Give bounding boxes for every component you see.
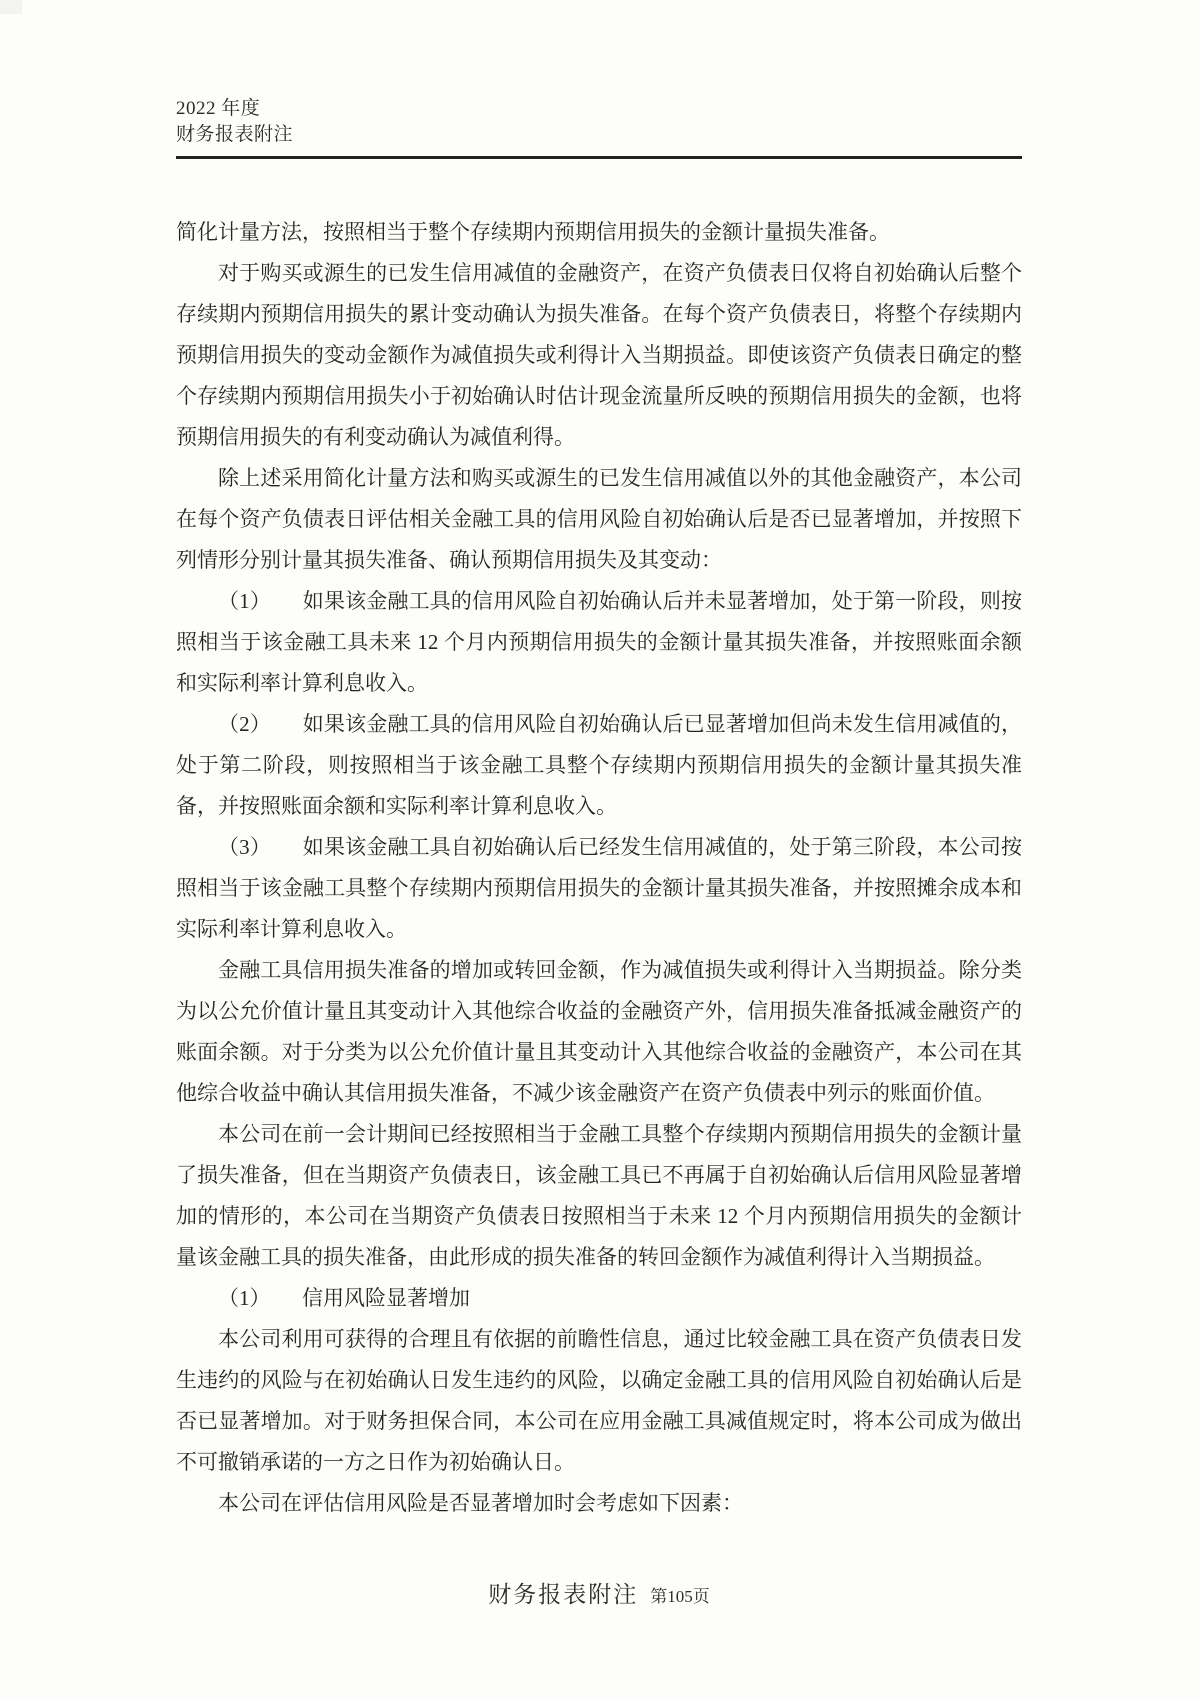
body-paragraph: 本公司在前一会计期间已经按照相当于金融工具整个存续期内预期信用损失的金额计量了损失准备，但在当期资产负债表日，该金融工具已不再属于自初始确认后信用风险显著增加的情形的，本公司在当期资产负债表日按照相当于未来 12 个月内预期信用损失的金额计量该金融工具的损失准备，由此形成的损失准备的转回金额作为减值利得计入当期损益。 <box>176 1122 1022 1269</box>
body-paragraph: 本公司利用可获得的合理且有依据的前瞻性信息，通过比较金融工具在资产负债表日发生违约的风险与在初始确认日发生违约的风险，以确定金融工具的信用风险自初始确认后是否已显著增加。对于财务担保合同，本公司在应用金融工具减值规定时，将本公司成为做出不可撤销承诺的一方之日作为初始确认日。 <box>176 1327 1022 1474</box>
header-doc-title: 财务报表附注 <box>176 124 294 145</box>
document-body <box>176 212 1022 1524</box>
page-footer <box>176 1576 1022 1609</box>
body-paragraph: 金融工具信用损失准备的增加或转回金额，作为减值损失或利得计入当期损益。除分类为以公允价值计量且其变动计入其他综合收益的金融资产外，信用损失准备抵减金融资产的账面余额。对于分类为以公允价值计量且其变动计入其他综合收益的金融资产，本公司在其他综合收益中确认其信用损失准备，不减少该金融资产在资产负债表中列示的账面价值。 <box>176 958 1022 1105</box>
footer-title: 财务报表附注 <box>488 1582 639 1607</box>
page-header <box>176 96 1022 148</box>
body-paragraph-item-1: （1） 如果该金融工具的信用风险自初始确认后并未显著增加，处于第一阶段，则按照相当于该金融工具未来 12 个月内预期信用损失的金额计量其损失准备，并按照账面余额和实际利率计算利息收入。 <box>176 589 1022 695</box>
header-rule <box>176 156 1022 159</box>
body-paragraph: 简化计量方法，按照相当于整个存续期内预期信用损失的金额计量损失准备。 <box>176 220 890 244</box>
section-heading-credit-risk: （1） 信用风险显著增加 <box>218 1286 470 1310</box>
header-year-line: 2022 年度 <box>176 98 261 119</box>
body-paragraph-item-3: （3） 如果该金融工具自初始确认后已经发生信用减值的，处于第三阶段，本公司按照相当于该金融工具整个存续期内预期信用损失的金额计量其损失准备，并按照摊余成本和实际利率计算利息收入。 <box>176 835 1022 941</box>
scan-artifact <box>0 0 22 14</box>
body-paragraph: 除上述采用简化计量方法和购买或源生的已发生信用减值以外的其他金融资产，本公司在每个资产负债表日评估相关金融工具的信用风险自初始确认后是否已显著增加，并按照下列情形分别计量其损失准备、确认预期信用损失及其变动： <box>176 466 1022 572</box>
body-paragraph: 本公司在评估信用风险是否显著增加时会考虑如下因素： <box>218 1491 743 1515</box>
body-paragraph-item-2: （2） 如果该金融工具的信用风险自初始确认后已显著增加但尚未发生信用减值的，处于第二阶段，则按照相当于该金融工具整个存续期内预期信用损失的金额计量其损失准备，并按照账面余额和实际利率计算利息收入。 <box>176 712 1022 818</box>
body-paragraph: 对于购买或源生的已发生信用减值的金融资产，在资产负债表日仅将自初始确认后整个存续期内预期信用损失的累计变动确认为损失准备。在每个资产负债表日，将整个存续期内预期信用损失的变动金额作为减值损失或利得计入当期损益。即使该资产负债表日确定的整个存续期内预期信用损失小于初始确认时估计现金流量所反映的预期信用损失的金额，也将预期信用损失的有利变动确认为减值利得。 <box>176 261 1022 449</box>
footer-page-number: 第105页 <box>650 1587 710 1606</box>
